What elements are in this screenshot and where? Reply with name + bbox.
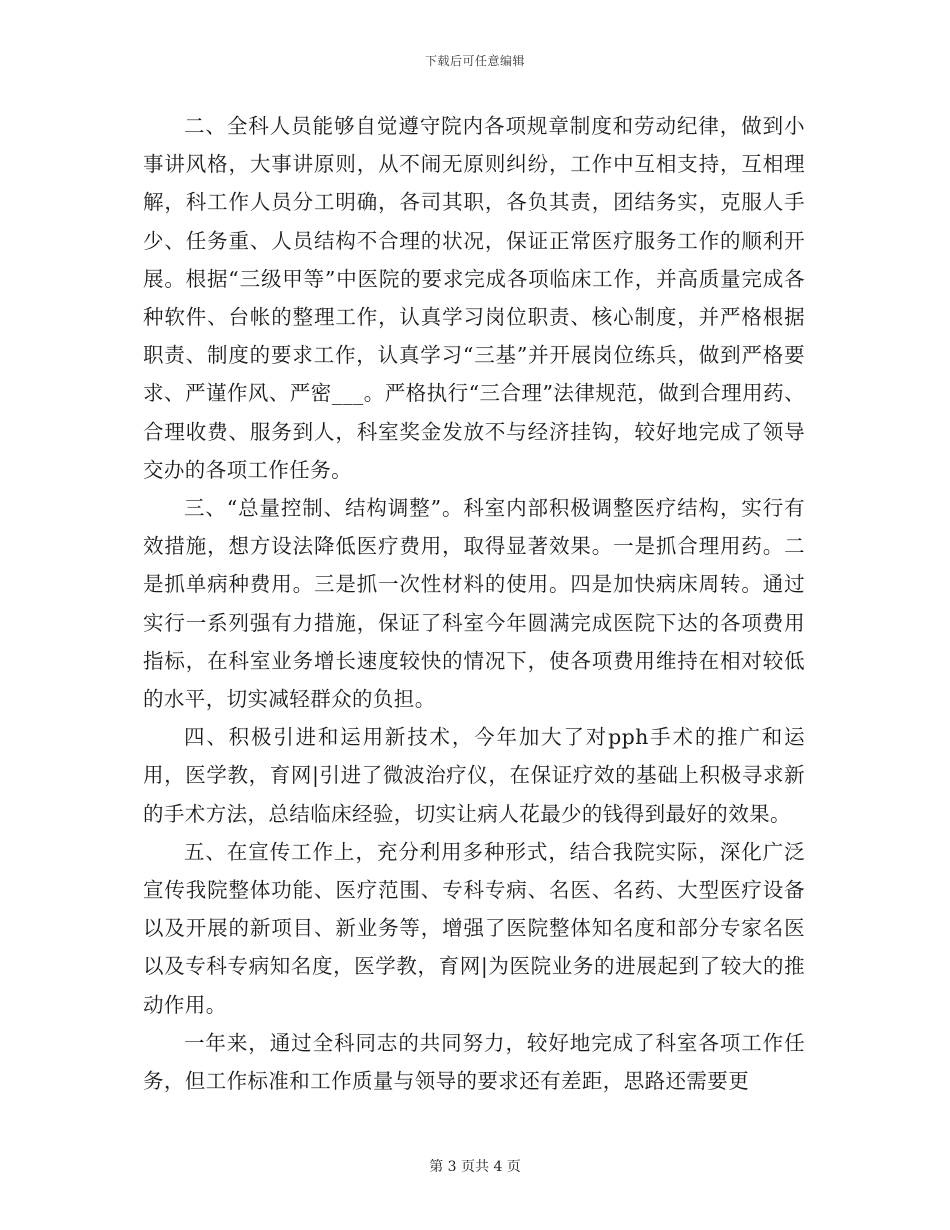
paragraph-section-three: 三、“总量控制、结构调整”。科室内部积极调整医疗结构，实行有效措施，想方设法降低医疗费用，取得显著效果。一是抓合理用药。二是抓单病种费用。三是抓一次性材料的使用。四是加快病床周转。通过实行一系列强有力措施，保证了科室今年圆满完成医院下达的各项费用指标，在科室业务增长速度较快的情况下，使各项费用维持在相对较低的水平，切实减轻群众的负担。 [143, 496, 805, 712]
page-number: 第 3 页共 4 页 [429, 1159, 521, 1175]
paragraph-section-two: 二、全科人员能够自觉遵守院内各项规章制度和劳动纪律，做到小事讲风格，大事讲原则，从不闹无原则纠纷，工作中互相支持，互相理解，科工作人员分工明确，各司其职，各负其责，团结务实，克服人手少、任务重、人员结构不合理的状况，保证正常医疗服务工作的顺利开展。根据“三级甲等”中医院的要求完成各项临床工作，并高质量完成各种软件、台帐的整理工作，认真学习岗位职责、核心制度，并严格根据职责、制度的要求工作，认真学习“三基”并开展岗位练兵，做到严格要求、严谨作风、严密___。严格执行“三合理”法律规范，做到合理用药、合理收费、服务到人，科室奖金发放不与经济挂钩，较好地完成了领导交办的各项工作任务。 [143, 114, 805, 482]
document-body [143, 107, 805, 1100]
page-header-note: 下载后可任意编辑 [424, 54, 525, 68]
paragraph-section-five: 五、在宣传工作上，充分利用多种形式，结合我院实际，深化广泛宣传我院整体功能、医疗范围、专科专病、名医、名药、大型医疗设备以及开展的新项目、新业务等，增强了医院整体知名度和部分专家名医以及专科专病知名度，医学教，育网|为医院业务的进展起到了较大的推动作用。 [143, 839, 805, 1017]
paragraph-section-four: 四、积极引进和运用新技术，今年加大了对pph手术的推广和运用，医学教，育网|引进了微波治疗仪，在保证疗效的基础上积极寻求新的手术方法，总结临床经验，切实让病人花最少的钱得到最好的效果。 [143, 725, 805, 826]
paragraph-summary: 一年来，通过全科同志的共同努力，较好地完成了科室各项工作任务，但工作标准和工作质量与领导的要求还有差距，思路还需要更 [143, 1030, 805, 1094]
